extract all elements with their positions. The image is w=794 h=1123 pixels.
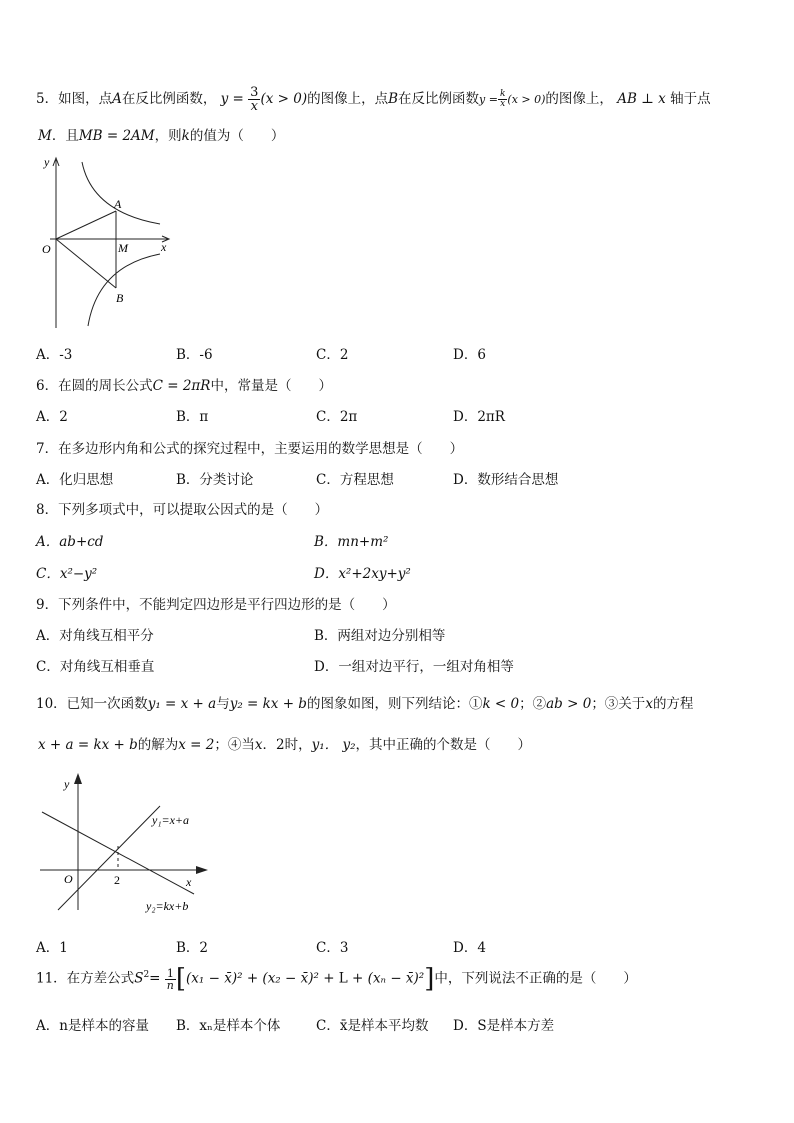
q10-var-x: x xyxy=(645,696,653,712)
q8-option-d[interactable]: D．x²+2xy+y² xyxy=(314,566,411,582)
q6-option-d[interactable]: D．2πR xyxy=(453,409,505,425)
q5-option-d[interactable]: D．6 xyxy=(453,347,486,363)
q11-option-b[interactable]: B．xₙ是样本个体 xyxy=(176,1018,281,1034)
q9-option-a[interactable]: A．对角线互相平分 xyxy=(36,628,154,644)
q10-stem-line1 xyxy=(36,692,693,712)
q10-fig-label-y1: y₁=x+a xyxy=(152,813,190,827)
q10-fig-label-y: y xyxy=(64,777,70,791)
q11-text: 11．在方差公式 xyxy=(36,970,135,987)
q5-option-a[interactable]: A．-3 xyxy=(36,347,73,363)
q6-option-c[interactable]: C．2π xyxy=(316,409,358,425)
q6-formula: C = 2πR xyxy=(152,378,211,394)
q5-text: ．且 xyxy=(51,128,79,144)
q10-text: 的方程 xyxy=(652,696,694,712)
q10-equation: x + a = kx + b xyxy=(38,737,138,753)
q10-text: ；④当 xyxy=(214,737,255,753)
q10-solution: x = 2 xyxy=(178,737,215,753)
q5-perp: AB ⊥ x xyxy=(617,91,666,107)
q5-frac1: $\frac{3}{x}$ xyxy=(250,85,259,114)
q5-fig-label-o: O xyxy=(42,242,51,256)
q10-text: 的解为 xyxy=(137,737,179,753)
q10-func-y1: y₁ = x + a xyxy=(147,696,217,712)
q11-term-n: (xₙ − x̄)² xyxy=(367,970,425,987)
q6-text: 6．在圆的周长公式 xyxy=(36,378,153,394)
q5-option-c[interactable]: C．2 xyxy=(316,347,349,363)
q5-fig-label-y: y xyxy=(44,155,50,169)
q11-term-1: (x₁ − x̄)² xyxy=(186,970,243,987)
q11-option-a[interactable]: A．n是样本的容量 xyxy=(36,1018,149,1034)
q5-fig-label-m: M xyxy=(118,241,128,255)
q5-cond1: (x > 0) xyxy=(260,91,308,107)
q6-stem xyxy=(36,374,332,394)
q5-var-k: k xyxy=(181,128,190,144)
q10-line-y1 xyxy=(58,806,160,910)
q7-option-a[interactable]: A．化归思想 xyxy=(36,472,114,488)
q5-fig-label-a: A xyxy=(114,197,122,211)
q6-text: 中，常量是（ ） xyxy=(210,378,332,394)
q5-stem-line2 xyxy=(38,124,284,144)
q5-number: 5． xyxy=(36,91,59,107)
q10-fig-label-y2: y₂=kx+b xyxy=(146,899,189,913)
q5-frac2: $\frac{k}{x}$ xyxy=(499,89,506,109)
q5-fig-label-x: x xyxy=(161,240,167,254)
q5-cond2: (x > 0) xyxy=(507,93,546,106)
q8-option-b[interactable]: B．mn+m² xyxy=(314,534,389,550)
q10-text: 与 xyxy=(216,696,230,712)
q5-option-b[interactable]: B．-6 xyxy=(176,347,213,363)
q11-plus: + xyxy=(246,970,259,987)
q5-segment-oa xyxy=(56,211,116,239)
q5-text: 在反比例函数， xyxy=(121,91,217,107)
q10-option-d[interactable]: D．4 xyxy=(453,940,486,956)
q5-fig-label-b: B xyxy=(116,291,124,305)
q5-figure xyxy=(36,150,176,330)
q10-text: ；③关于 xyxy=(591,696,646,712)
q8-stem: 8．下列多项式中，可以提取公因式的是（ ） xyxy=(36,502,329,518)
q8-option-c[interactable]: C．x²−y² xyxy=(36,566,98,582)
q10-text: 的图象如图，则下列结论：① xyxy=(306,696,483,712)
q9-option-c[interactable]: C．对角线互相垂直 xyxy=(36,659,155,675)
q10-fig-label-2: 2 xyxy=(114,873,120,887)
q5-eq1-lhs: y = xyxy=(220,91,244,107)
q5-text: 的值为（ ） xyxy=(189,128,285,144)
q5-text: ，则 xyxy=(154,128,182,144)
q5-stem-line1 xyxy=(36,86,711,113)
q10-option-a[interactable]: A．1 xyxy=(36,940,68,956)
q10-text: ．2时， xyxy=(262,737,312,753)
q11-eq-sign: = xyxy=(149,970,161,987)
q10-text: ；② xyxy=(519,696,547,712)
q5-eq2-lhs: y = xyxy=(479,93,498,106)
q9-option-b[interactable]: B．两组对边分别相等 xyxy=(314,628,446,644)
q11-var-s: S xyxy=(134,970,144,987)
q9-stem: 9．下列条件中，不能判定四边形是平行四边形的是（ ） xyxy=(36,597,396,613)
q6-option-a[interactable]: A．2 xyxy=(36,409,68,425)
q7-option-b[interactable]: B．分类讨论 xyxy=(176,472,254,488)
q10-text: ，其中正确的个数是（ ） xyxy=(355,737,531,753)
q11-term-2: (x₂ − x̄)² xyxy=(262,970,319,987)
q7-option-d[interactable]: D．数形结合思想 xyxy=(453,472,559,488)
q10-option-b[interactable]: B．2 xyxy=(176,940,209,956)
q5-var-m: M xyxy=(38,128,52,144)
q5-curve-lower xyxy=(88,254,160,326)
q5-condition: MB = 2AM xyxy=(78,128,155,144)
q10-x-arrow xyxy=(196,866,208,874)
q5-var-b: B xyxy=(388,91,399,107)
q10-var-x2: x xyxy=(254,737,263,753)
q10-compare: y₁． y₂ xyxy=(311,737,356,753)
q5-text: 在反比例函数 xyxy=(398,91,480,107)
q5-segment-ob xyxy=(56,239,116,288)
q6-option-b[interactable]: B．π xyxy=(176,409,209,425)
q11-sup: 2 xyxy=(143,970,150,980)
q11-option-d[interactable]: D．S是样本方差 xyxy=(453,1018,555,1034)
q10-conclusion-2: ab > 0 xyxy=(546,696,592,712)
q5-var-a: A xyxy=(112,91,122,107)
q10-fig-label-x: x xyxy=(186,875,192,889)
q5-curve-upper xyxy=(82,162,160,224)
q5-text: 的图像上，点 xyxy=(307,91,389,107)
q9-option-d[interactable]: D．一组对边平行，一组对角相等 xyxy=(314,659,514,675)
q10-option-c[interactable]: C．3 xyxy=(316,940,349,956)
q11-frac: $\frac{1}{n}$ xyxy=(166,966,174,992)
q7-stem: 7．在多边形内角和公式的探究过程中，主要运用的数学思想是（ ） xyxy=(36,441,464,457)
q7-option-c[interactable]: C．方程思想 xyxy=(316,472,394,488)
q10-stem-line2 xyxy=(38,733,531,753)
q11-ellipsis: + L + xyxy=(323,970,364,987)
q10-y-arrow xyxy=(74,773,82,784)
q10-fig-label-o: O xyxy=(64,872,73,886)
q11-stem: 11．在方差公式$S^2=$ $\frac{1}{n}$ [(x₁ − x̄)² + (x₂ − x̄)² + L + (xₙ − x̄)²]中，下列说法不正确的是（ ） xyxy=(36,964,637,994)
q11-text: 中，下列说法不正确的是（ ） xyxy=(434,970,637,987)
q11-option-c[interactable]: C．x̄是样本平均数 xyxy=(316,1018,429,1034)
q5-text: 轴于点 xyxy=(670,91,711,107)
q10-func-y2: y₂ = kx + b xyxy=(229,696,307,712)
q10-figure xyxy=(36,770,216,920)
q10-conclusion-1: k < 0 xyxy=(482,696,520,712)
q5-text: 如图，点 xyxy=(58,91,113,107)
q5-text: 的图像上， xyxy=(545,91,613,107)
q8-option-a[interactable]: A．ab+cd xyxy=(36,534,104,550)
q10-text: 10．已知一次函数 xyxy=(36,696,148,712)
